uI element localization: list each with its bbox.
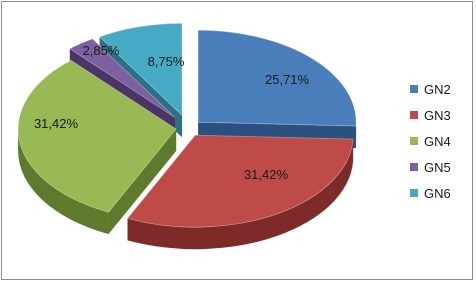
legend	[410, 82, 451, 201]
legend-swatch	[410, 163, 418, 171]
legend-swatch	[410, 85, 418, 93]
legend-label: GN2	[424, 82, 451, 97]
data-label-gn5: 2,85%	[82, 43, 120, 58]
legend-item-gn4	[410, 134, 451, 149]
legend-swatch	[410, 189, 418, 197]
legend-item-gn3	[410, 108, 451, 123]
data-label-gn6: 8,75%	[147, 54, 185, 69]
legend-label: GN4	[424, 134, 451, 149]
data-label-gn4: 31,42%	[33, 116, 79, 131]
data-label-gn2: 25,71%	[264, 72, 310, 87]
legend-item-gn6	[410, 186, 451, 201]
data-label-gn3: 31,42%	[243, 167, 289, 182]
legend-swatch	[410, 137, 418, 145]
legend-label: GN6	[424, 186, 451, 201]
legend-item-gn5	[410, 160, 451, 175]
legend-swatch	[410, 111, 418, 119]
legend-label: GN3	[424, 108, 451, 123]
legend-item-gn2	[410, 82, 451, 97]
legend-label: GN5	[424, 160, 451, 175]
